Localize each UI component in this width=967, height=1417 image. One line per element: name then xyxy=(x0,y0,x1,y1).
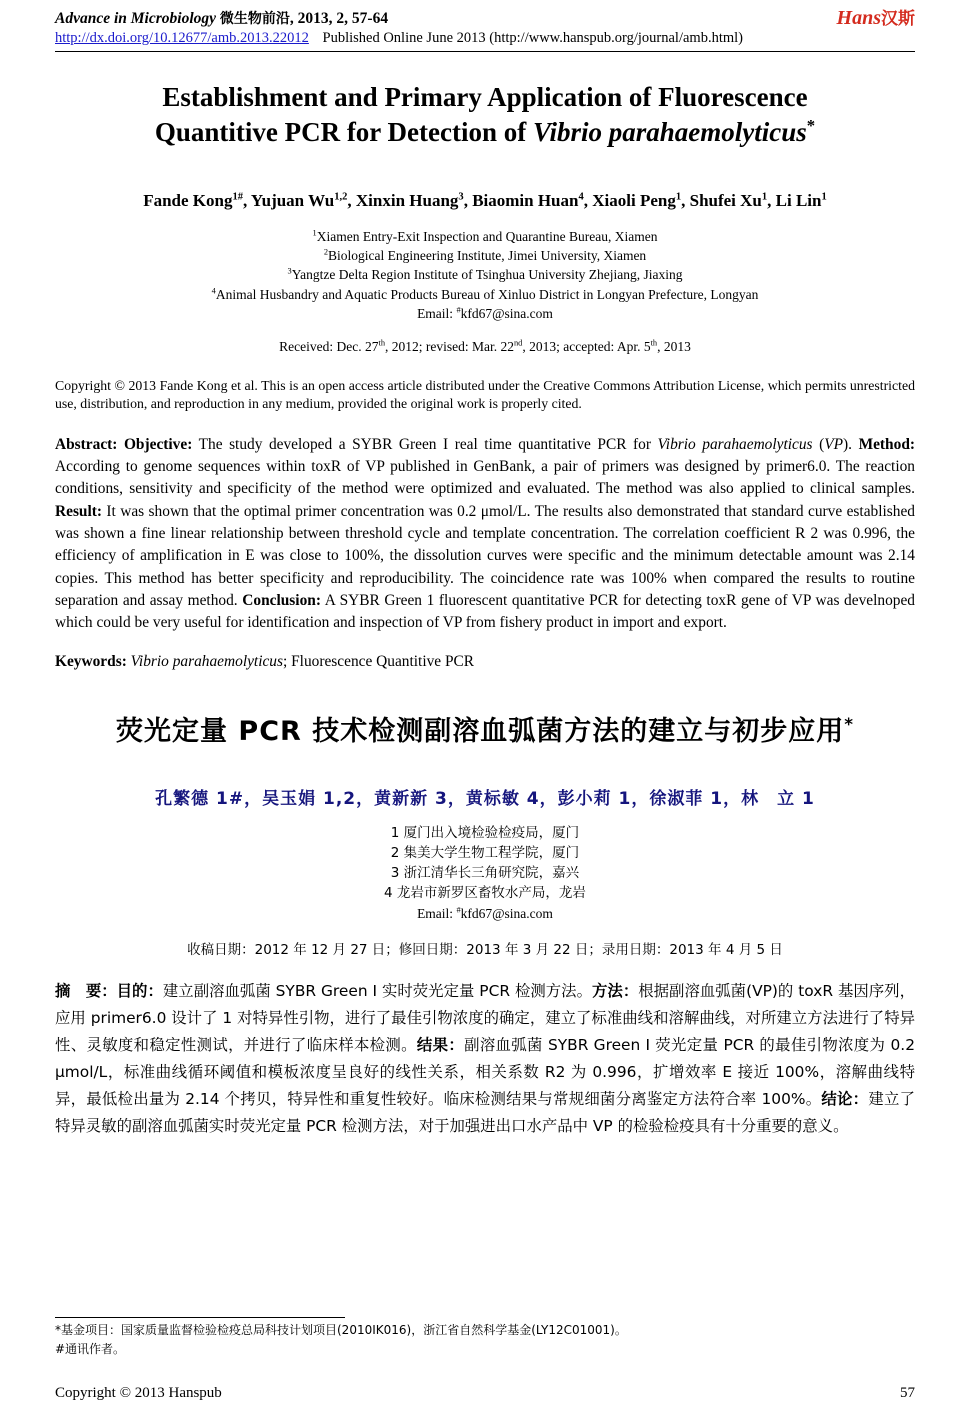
date-ordinal: nd xyxy=(514,338,523,348)
affiliation-index: 3 xyxy=(287,266,292,276)
chinese-abstract-text-3: 副溶血弧菌 SYBR Green I 荧光定量 PCR 的最佳引物浓度为 0.2 μmol/L，标准曲线循环阈值和模板浓度呈良好的线性关系，相关系数 R2 为 0.996，扩增效率 E 接近 100%，溶解曲线特异，最低检出量为 2.14 个拷贝，特异性和重复性较好。临床检测结果与常规细菌分离鉴定方法符合率 100%。 xyxy=(55,1035,915,1108)
abstract-section xyxy=(55,434,915,635)
doi-link[interactable]: http://dx.doi.org/10.12677/amb.2013.22012 xyxy=(55,30,309,46)
page-number: 57 xyxy=(900,1385,915,1401)
page-header xyxy=(55,7,915,29)
abstract-conclusion-label: Conclusion: xyxy=(242,591,321,609)
chinese-affiliation-item: 4 龙岩市新罗区畜牧水产局，龙岩 xyxy=(384,885,586,902)
publisher-logo xyxy=(837,8,915,28)
chinese-email-label: Email: xyxy=(417,905,457,921)
abstract-species-1: Vibrio parahaemolyticus xyxy=(657,435,813,453)
abstract-method-label: Method: xyxy=(858,435,916,453)
page-footer xyxy=(55,1385,915,1402)
author-sup: 4 xyxy=(578,191,584,203)
keywords-rest: ; Fluorescence Quantitive PCR xyxy=(283,652,475,670)
chinese-email-address: kfd67@sina.com xyxy=(460,905,553,921)
doi-row xyxy=(55,30,915,47)
chinese-affiliation-item: 1 厦门出入境检验检疫局，厦门 xyxy=(390,824,580,841)
affiliation-index: 1 xyxy=(312,228,317,238)
title-line-1: Establishment and Primary Application of Fluorescence xyxy=(162,82,808,112)
chinese-article-dates: 收稿日期：2012 年 12 月 27 日；修回日期：2013 年 3 月 22 日；录用日期：2013 年 4 月 5 日 xyxy=(187,941,783,958)
chinese-contact-email-line xyxy=(55,904,915,924)
publisher-logo-cn: 汉斯 xyxy=(881,9,915,29)
abstract-text-5: It was shown that the optimal primer concentration was 0.2 μmol/L. The results also demonstrated that standard curve established was shown a fine linear relationship between threshold cycle and template concentration. The correlation coefficient R 2 was 0.996, the efficiency of amplification in E was close to 100%, the dissolution curves were specific and the minimum detectable amount was 2.14 copies. This method has better specificity and reproducibility. The coincidence rate was 100% when compared the results to routine separation and assay method. xyxy=(55,502,915,609)
chinese-affiliation-item: 3 浙江清华长三角研究院，嘉兴 xyxy=(390,865,580,882)
title-species-name: Vibrio parahaemolyticus xyxy=(533,116,807,147)
journal-name-cn: 微生物前沿 xyxy=(219,11,290,27)
abstract-label: Abstract: xyxy=(55,435,124,453)
author-sup: 1# xyxy=(232,191,244,203)
abstract-result-label: Result: xyxy=(55,502,103,520)
abstract-species-2: VP xyxy=(824,435,844,453)
chinese-title xyxy=(55,709,915,748)
header-divider xyxy=(55,51,915,52)
contact-email-line xyxy=(55,304,915,323)
author-sup: 1 xyxy=(821,191,827,203)
chinese-abstract-text-2: 根据副溶血弧菌(VP)的 toxR 基因序列，应用 primer6.0 设计了 1 对特异性引物，进行了最佳引物浓度的确定，建立了标准曲线和溶解曲线，对所建立方法进行了特异性、灵敏度和稳定性测试，并进行了临床样本检测。 xyxy=(55,981,915,1054)
keyword-species: Vibrio parahaemolyticus xyxy=(130,652,283,670)
footnote-item-corresponding: #通讯作者。 xyxy=(55,1342,126,1357)
chinese-abstract-text-1: 建立副溶血弧菌 SYBR Green I 实时荧光定量 PCR 检测方法。 xyxy=(162,981,592,1000)
abstract-text-1: The study developed a SYBR Green I real time quantitative PCR for xyxy=(192,435,658,453)
publisher-logo-en: Hans xyxy=(836,7,881,29)
date-ordinal: th xyxy=(378,338,386,348)
footer-copyright: Copyright © 2013 Hanspub xyxy=(55,1385,222,1401)
chinese-conclusion-label: 结论： xyxy=(821,1089,869,1108)
chinese-email-marker: # xyxy=(456,905,461,915)
affiliation-item: $^3$Yangtze Delta Region Institute of Tsinghua University Zhejiang, Jiaxing xyxy=(287,266,683,283)
affiliation-item: $^1$Xiamen Entry-Exit Inspection and Quarantine Bureau, Xiamen xyxy=(312,228,658,245)
chinese-result-label: 结果： xyxy=(416,1035,465,1054)
affiliation-item: $^2$Biological Engineering Institute, Jimei University, Xiamen xyxy=(323,247,647,264)
keywords-section xyxy=(55,653,915,671)
email-address: kfd67@sina.com xyxy=(460,305,553,321)
affiliation-list xyxy=(55,227,915,323)
author-sup: 3 xyxy=(458,191,464,203)
footnote-divider xyxy=(55,1317,345,1318)
article-dates: Received: Dec. 27th, 2012; revised: Mar. 22nd, 2013; accepted: Apr. 5th, 2013 xyxy=(279,338,691,354)
chinese-affiliation-item: 2 集美大学生物工程学院，厦门 xyxy=(390,844,580,861)
affiliation-index: 2 xyxy=(323,247,328,257)
chinese-author-list: 孔繁德 1#，吴玉娟 1,2，黄新新 3，黄标敏 4，彭小莉 1，徐淑菲 1，林 立 1 xyxy=(155,788,815,809)
abstract-text-6: A SYBR Green 1 fluorescent quantitative PCR for detecting toxR gene of VP was develnoped which could be very useful for identification and inspection of VP from fishery product in import and export. xyxy=(55,591,915,632)
title-line-2-prefix: Quantitive PCR for Detection of xyxy=(154,116,533,147)
page-content xyxy=(55,7,916,1139)
chinese-method-label: 方法： xyxy=(592,981,639,1000)
published-online-text: Published Online June 2013 (http://www.hanspub.org/journal/amb.html) xyxy=(322,30,743,46)
footnote-item-funding: *基金项目：国家质量监督检验检疫总局科技计划项目(2010IK016)，浙江省自然科学基金(LY12C01001)。 xyxy=(55,1323,627,1337)
author-sup: 1 xyxy=(761,191,768,203)
abstract-objective-label: Objective: xyxy=(123,435,193,453)
chinese-abstract-section xyxy=(55,978,915,1140)
page-title xyxy=(55,80,915,149)
abstract-text-3: ). xyxy=(843,435,859,453)
copyright-notice: Copyright © 2013 Fande Kong et al. This is an open access article distributed under the Creative Commons Attribution License, which permits unrestricted use, distribution, and reproduction in any medium, provided the original work is properly cited. xyxy=(55,377,915,412)
affiliation-index: 4 xyxy=(211,286,216,296)
date-ordinal: th xyxy=(650,338,658,348)
chinese-affiliation-list xyxy=(55,823,915,924)
journal-title-line xyxy=(55,10,388,28)
abstract-text-4: According to genome sequences within toxR of VP published in GenBank, a pair of primers was designed by primer6.0. The reaction conditions, sensitivity and specificity of the method were optimized and evaluated. The method was also applied to clinical samples. xyxy=(55,457,915,498)
footnote-area xyxy=(55,1317,915,1359)
chinese-objective-label: 目的： xyxy=(116,981,163,1000)
author-sup: 1 xyxy=(675,191,682,203)
abstract-text-2: ( xyxy=(812,435,825,453)
chinese-title-footnote-marker: * xyxy=(844,713,854,734)
title-footnote-marker: * xyxy=(806,115,816,135)
author-list: Fande Kong$^{1\#}$, Yujuan Wu$^{1,2}$, Xinxin Huang$^3$, Biaomin Huan$^4$, Xiaoli Peng$^1$, Shufei Xu$^1$, Li Lin$^1$ xyxy=(143,191,827,211)
journal-name-en: Advance in Microbiology xyxy=(55,10,217,27)
chinese-title-text: 荧光定量 PCR 技术检测副溶血弧菌方法的建立与初步应用 xyxy=(116,715,845,747)
keywords-label: Keywords: xyxy=(55,652,131,670)
chinese-abstract-text-4: 建立了特异灵敏的副溶血弧菌实时荧光定量 PCR 检测方法，对于加强进出口水产品中 VP 的检验检疫具有十分重要的意义。 xyxy=(55,1089,915,1135)
author-sup: 1,2 xyxy=(334,191,348,203)
journal-volume-info: , 2013, 2, 57-64 xyxy=(289,10,389,27)
chinese-abstract-label: 摘 要： xyxy=(55,981,117,1000)
email-label: Email: xyxy=(417,305,457,321)
affiliation-item: $^4$Animal Husbandry and Aquatic Products Bureau of Xinluo District in Longyan Prefecture, Longyan xyxy=(211,286,759,302)
email-marker: # xyxy=(456,305,461,315)
